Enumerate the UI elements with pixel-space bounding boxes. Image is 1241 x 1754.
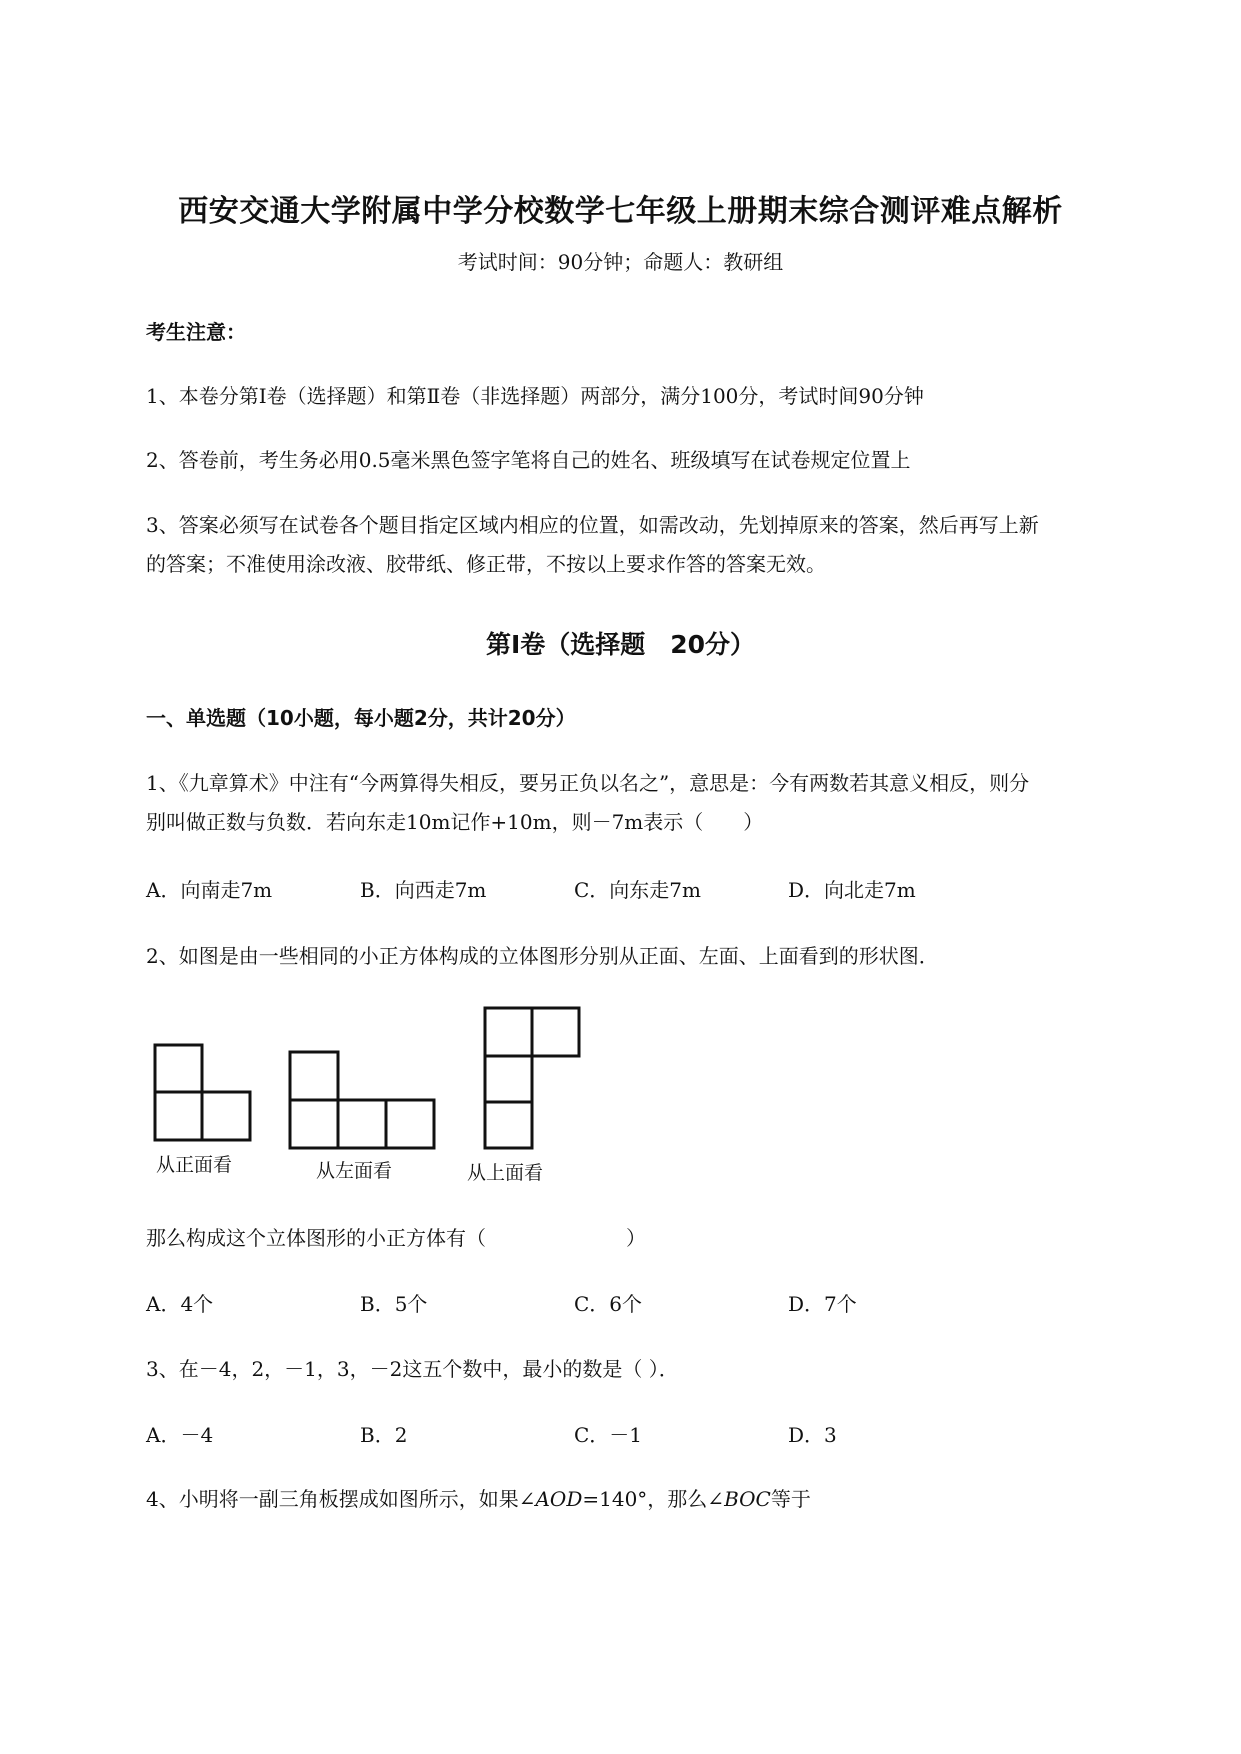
- q2-option-b: B．5个: [360, 1292, 428, 1316]
- top-view: [485, 1008, 579, 1148]
- q2-stem: 2、如图是由一些相同的小正方体构成的立体图形分别从正面、左面、上面看到的形状图．: [146, 944, 939, 968]
- part-heading: 一、单选题（10小题，每小题2分，共计20分）: [146, 706, 576, 730]
- q1-option-a: A．向南走7m: [146, 878, 273, 902]
- q1-option-b: B．向西走7m: [360, 878, 487, 902]
- top-view-label: 从上面看: [467, 1162, 544, 1184]
- q2-option-a: A．4个: [146, 1292, 214, 1316]
- notice-heading: 考生注意：: [146, 320, 246, 344]
- q4-stem-part3: 等于: [770, 1487, 811, 1511]
- front-view: [155, 1045, 250, 1140]
- left-view: [290, 1052, 434, 1148]
- notice-item-1: 1、本卷分第Ⅰ卷（选择题）和第Ⅱ卷（非选择题）两部分，满分100分，考试时间90分钟: [146, 384, 924, 408]
- section-title: 第Ⅰ卷（选择题 20分）: [485, 630, 756, 659]
- notice-item-2: 2、答卷前，考生务必用0.5毫米黑色签字笔将自己的姓名、班级填写在试卷规定位置上: [146, 448, 911, 472]
- q2-question: 那么构成这个立体图形的小正方体有（ ）: [146, 1226, 646, 1250]
- q3-option-b: B．2: [360, 1423, 408, 1447]
- q4-stem: [146, 1483, 811, 1512]
- q1-stem-line2: 别叫做正数与负数．若向东走10m记作+10m，则－7m表示（ ）: [146, 810, 764, 834]
- q2-option-d: D．7个: [788, 1292, 857, 1316]
- q4-angle-boc: BOC: [724, 1487, 771, 1511]
- q4-stem-part1: 4、小明将一副三角板摆成如图所示，如果∠: [146, 1487, 536, 1511]
- q4-angle-aod: AOD: [535, 1487, 583, 1511]
- q1-option-c: C．向东走7m: [574, 878, 701, 902]
- q1-stem-line1: 1、《九章算术》中注有“今两算得失相反，要另正负以名之”，意思是：今有两数若其意义相反，则分: [146, 771, 1030, 795]
- q3-option-c: C．－1: [574, 1423, 643, 1447]
- page-title: 西安交通大学附属中学分校数学七年级上册期末综合测评难点解析: [178, 194, 1063, 229]
- notice-item-3: 3、答案必须写在试卷各个题目指定区域内相应的位置，如需改动，先划掉原来的答案，然后再写上新: [146, 513, 1039, 537]
- q3-option-d: D．3: [788, 1423, 837, 1447]
- q2-option-c: C．6个: [574, 1292, 643, 1316]
- notice-item-3-cont: 的答案；不准使用涂改液、胶带纸、修正带，不按以上要求作答的答案无效。: [146, 552, 826, 576]
- q1-option-d: D．向北走7m: [788, 878, 916, 902]
- q4-stem-part2: =140°，那么∠: [582, 1487, 725, 1511]
- exam-info: 考试时间：90分钟；命题人：教研组: [457, 250, 784, 274]
- front-view-label: 从正面看: [156, 1154, 233, 1176]
- q3-stem: 3、在－4，2，－1，3，－2这五个数中，最小的数是（ ）．: [146, 1357, 679, 1381]
- q3-option-a: A．－4: [146, 1423, 214, 1447]
- left-view-label: 从左面看: [316, 1160, 393, 1182]
